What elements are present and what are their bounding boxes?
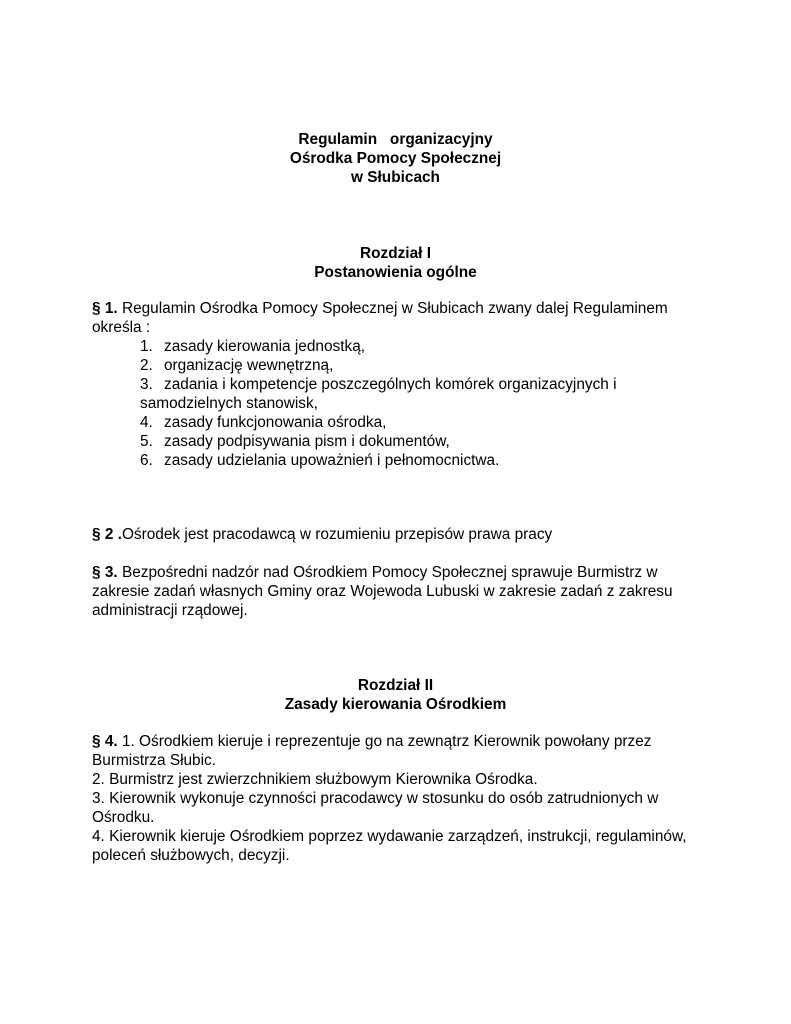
list-item-text: zasady funkcjonowania ośrodka, [164,414,387,431]
paragraph-4 [92,732,712,865]
paragraph-1-mark: § 1. [92,300,118,317]
paragraph-1-line-1 [92,299,712,318]
list-item-text: zadania i kompetencje poszczególnych komórek organizacyjnych i [164,376,617,393]
paragraph-1 [92,299,712,337]
paragraph-3 [92,563,712,620]
list-item [140,337,700,356]
list-item-text: zasady udzielania upoważnień i pełnomocnictwa. [164,452,500,469]
list-item-text-continued: samodzielnych stanowisk, [140,395,318,412]
chapter-1-number: Rozdział I [360,245,431,262]
paragraph-4-line-5: Ośrodku. [92,809,155,826]
paragraph-3-line-2: zakresie zadań własnych Gminy oraz Wojewoda Lubuski w zakresie zadań z zakresu [92,583,673,600]
list-item-number: 1. [140,338,153,355]
chapter-1-subtitle: Postanowienia ogólne [314,264,477,281]
list-item [140,451,700,470]
paragraph-4-line-7: poleceń służbowych, decyzji. [92,847,290,864]
paragraph-4-mark: § 4. [92,733,118,750]
paragraph-2-line [92,525,712,544]
paragraph-4-line-2: Burmistrza Słubic. [92,752,217,769]
paragraph-4-line-4: 3. Kierownik wykonuje czynności pracodawcy w stosunku do osób zatrudnionych w [92,790,659,807]
list-item-number: 6. [140,452,153,469]
paragraph-1-list [140,337,700,470]
paragraph-4-line-6: 4. Kierownik kieruje Ośrodkiem poprzez wydawanie zarządzeń, instrukcji, regulaminów, [92,828,687,845]
list-item [140,356,700,375]
list-item-text: zasady podpisywania pism i dokumentów, [164,433,450,450]
title-line-2: Ośrodka Pomocy Społecznej [289,150,502,167]
list-item-text: organizację wewnętrzną, [164,357,334,374]
paragraph-3-line-3: administracji rządowej. [92,602,248,619]
paragraph-1-text-1: Regulamin Ośrodka Pomocy Społecznej w Słubicach zwany dalej Regulaminem [117,300,668,317]
paragraph-3-text-1: Bezpośredni nadzór nad Ośrodkiem Pomocy Społecznej sprawuje Burmistrz w [117,564,658,581]
list-item-number: 5. [140,433,153,450]
title-line-3: w Słubicach [351,169,440,186]
paragraph-3-line-1 [92,563,712,582]
list-item-number: 3. [140,376,153,393]
paragraph-1-line-2: określa : [92,319,151,336]
list-item-number: 4. [140,414,153,431]
chapter-2-subtitle: Zasady kierowania Ośrodkiem [284,696,507,713]
list-item [140,432,700,451]
list-item-number: 2. [140,357,153,374]
document-title [0,130,791,187]
paragraph-4-text-1: 1. Ośrodkiem kieruje i reprezentuje go na zewnątrz Kierownik powołany przez [117,733,652,750]
list-item [140,413,700,432]
title-line-1: Regulamin organizacyjny [298,131,493,148]
paragraph-3-mark: § 3. [92,564,118,581]
chapter-2-heading [0,676,791,714]
chapter-1-heading [0,244,791,282]
paragraph-4-line-3: 2. Burmistrz jest zwierzchnikiem służbowym Kierownika Ośrodka. [92,771,538,788]
paragraph-2-text: Ośrodek jest pracodawcą w rozumieniu przepisów prawa pracy [121,526,553,543]
list-item-text: zasady kierowania jednostką, [164,338,366,355]
list-item [140,375,700,413]
paragraph-2 [92,525,712,544]
chapter-2-number: Rozdział II [357,677,434,694]
paragraph-4-line-1 [92,732,712,751]
paragraph-2-mark: § 2 . [92,526,122,543]
